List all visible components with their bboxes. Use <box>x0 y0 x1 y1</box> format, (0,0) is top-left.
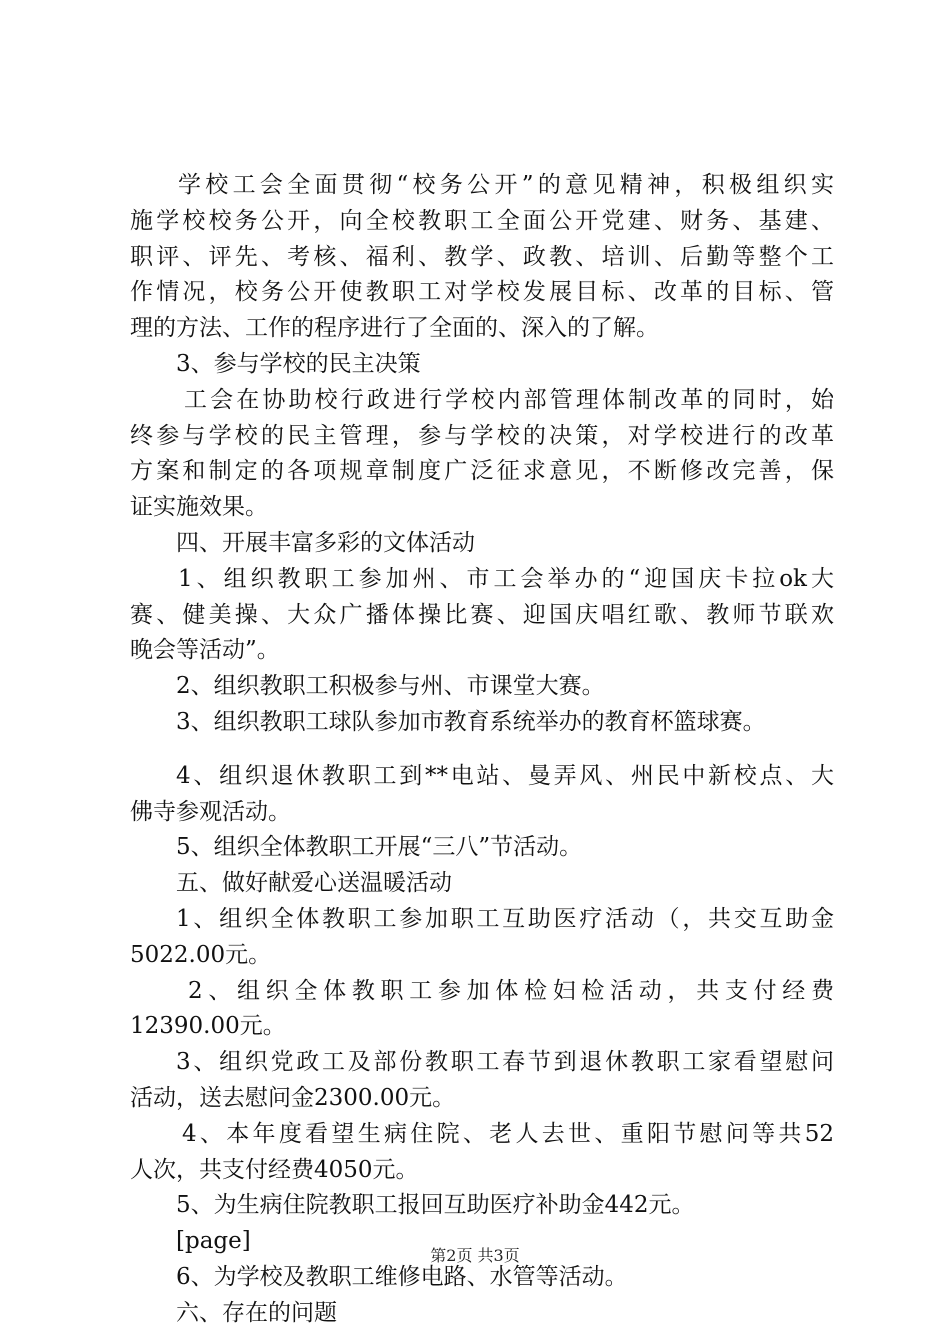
paragraph-line: 证实施效果。 <box>130 494 268 521</box>
paragraph-line: 4、本年度看望生病住院、老人去世、重阳节慰问等共52 <box>182 1120 834 1147</box>
paragraph-line: 晚会等活动”。 <box>130 637 280 664</box>
section-heading: 五、做好献爱心送温暖活动 <box>176 870 452 897</box>
paragraph-line: 4、组织退休教职工到**电站、曼弄风、州民中新校点、大 <box>176 762 834 789</box>
paragraph-line: 3、组织教职工球队参加市教育系统举办的教育杯篮球赛。 <box>176 708 766 735</box>
section-heading: 四、开展丰富多彩的文体活动 <box>176 529 475 556</box>
paragraph-line: 方案和制定的各项规章制度广泛征求意见，不断修改完善，保 <box>130 458 834 485</box>
paragraph-line: 5022.00元。 <box>130 941 272 968</box>
paragraph-line: 职评、评先、考核、福利、教学、政教、培训、后勤等整个工 <box>130 243 834 270</box>
page-marker: [page] <box>176 1228 251 1255</box>
page-number-footer: 第2页 共3页 <box>430 1246 520 1265</box>
paragraph-line: 5、组织全体教职工开展“三八”节活动。 <box>176 834 583 861</box>
paragraph-line: 5、为生病住院教职工报回互助医疗补助金442元。 <box>176 1192 695 1219</box>
paragraph-line: 1、组织全体教职工参加职工互助医疗活动（，共交互助金 <box>176 905 834 932</box>
section-heading: 3、参与学校的民主决策 <box>176 350 421 377</box>
paragraph-line: 3、组织党政工及部份教职工春节到退休教职工家看望慰问 <box>176 1049 834 1076</box>
paragraph-line: 终参与学校的民主管理，参与学校的决策，对学校进行的改革 <box>130 422 834 449</box>
paragraph-line: 2、组织教职工积极参与州、市课堂大赛。 <box>176 673 605 700</box>
paragraph-line: 12390.00元。 <box>130 1013 286 1040</box>
paragraph-line: 6、为学校及教职工维修电路、水管等活动。 <box>176 1263 628 1290</box>
paragraph-line: 赛、健美操、大众广播体操比赛、迎国庆唱红歌、教师节联欢 <box>130 601 834 628</box>
paragraph-line: 理的方法、工作的程序进行了全面的、深入的了解。 <box>130 315 659 342</box>
paragraph-line: 工会在协助校行政进行学校内部管理体制改革的同时，始 <box>184 386 834 413</box>
paragraph-line: 学校工会全面贯彻“校务公开”的意见精神，积极组织实 <box>178 172 834 198</box>
paragraph-line: 2、组织全体教职工参加体检妇检活动，共支付经费 <box>188 977 834 1004</box>
blank-line <box>130 741 834 759</box>
paragraph-line: 人次，共支付经费4050元。 <box>130 1156 419 1183</box>
paragraph-line: 活动，送去慰问金2300.00元。 <box>130 1084 456 1111</box>
paragraph-line: 1、组织教职工参加州、市工会举办的“迎国庆卡拉ok大 <box>178 565 834 592</box>
paragraph-line: 作情况，校务公开使教职工对学校发展目标、改革的目标、管 <box>130 279 834 306</box>
document-body <box>130 168 834 1332</box>
section-heading: 六、存在的问题 <box>176 1299 337 1326</box>
paragraph-line: 佛寺参观活动。 <box>130 798 291 825</box>
paragraph-line: 施学校校务公开，向全校教职工全面公开党建、财务、基建、 <box>130 207 834 234</box>
